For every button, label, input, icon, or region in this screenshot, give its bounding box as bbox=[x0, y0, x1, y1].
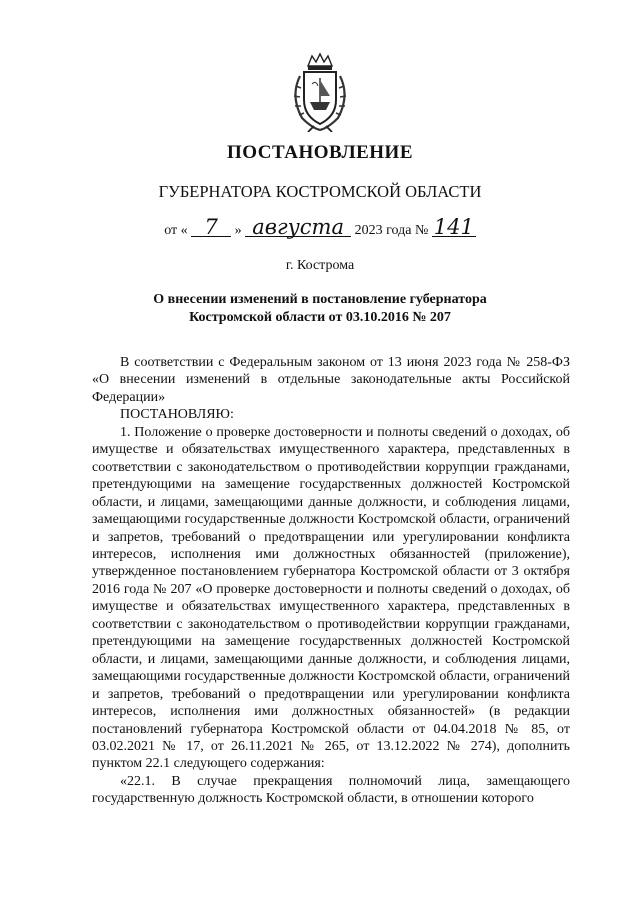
document-title: ПОСТАНОВЛЕНИЕ bbox=[226, 142, 414, 163]
city-line: г. Кострома bbox=[285, 258, 355, 273]
handwritten-day: 7 bbox=[191, 218, 231, 237]
year-and-number-label: 2023 года № bbox=[354, 223, 429, 238]
heading-line-1: О внесении изменений в постановление губернатора bbox=[153, 292, 487, 307]
heading-line-2: Костромской области от 03.10.2016 № 207 bbox=[189, 310, 451, 325]
handwritten-document-number: 141 bbox=[433, 215, 474, 239]
decree-word: ПОСТАНОВЛЯЮ: bbox=[120, 407, 234, 423]
kostroma-coat-of-arms-emblem bbox=[284, 52, 356, 132]
item-22-1-paragraph: «22.1. В случае прекращения полномочий лица, замещающего государственную должность Костромской области, в отношении которого bbox=[92, 773, 570, 807]
item-1-paragraph: 1. Положение о проверке достоверности и полноты сведений о доходах, об имуществе и обязательствах имущественного характера, представленных в соответствии с законодательством о противодействии коррупции гражданами, претендующими на замещение государственных должностей Костромской области, и лицами, замещающими данные должности, и соблюдения лицами, замещающими государственные должности Костромской области, ограничений и запретов, требований о предотвращении или урегулировании конфликта интересов, исполнения ими должностных обязанностей (приложение), утвержденное постановлением губернатора Костромской области от 3 октября 2016 года № 207 «О проверке достоверности и полноты сведений о доходах, об имуществе и обязательствах имущественного характера, представленных в соответствии с законодательством о противодействии коррупции гражданами, претендующими на замещение государственных должностей Костромской области, и лицами, замещающими данные должности, и соблюдения лицами, замещающими государственные должности Костромской области, ограничений и запретов, требований о предотвращении или урегулировании конфликта интересов, исполнения ими должностных обязанностей» (в редакции постановлений губернатора Костромской области от 04.04.2018 № 85, от 03.02.2021 № 17, от 26.11.2021 № 265, от 13.12.2022 № 274), дополнить пунктом 22.1 следующего содержания: bbox=[92, 424, 570, 772]
preamble-paragraph: В соответствии с Федеральным законом от 13 июня 2023 года № 258-ФЗ «О внесении изменений в отдельные законодательные акты Российской Федерации» bbox=[92, 355, 570, 405]
handwritten-month: августа bbox=[245, 218, 351, 237]
date-prefix: от « bbox=[164, 223, 188, 238]
document-heading bbox=[0, 291, 640, 327]
document-body bbox=[92, 354, 570, 808]
issuer-subtitle: ГУБЕРНАТОРА КОСТРОМСКОЙ ОБЛАСТИ bbox=[158, 182, 482, 201]
date-number-line bbox=[0, 215, 640, 239]
date-quote-close: » bbox=[234, 223, 242, 238]
